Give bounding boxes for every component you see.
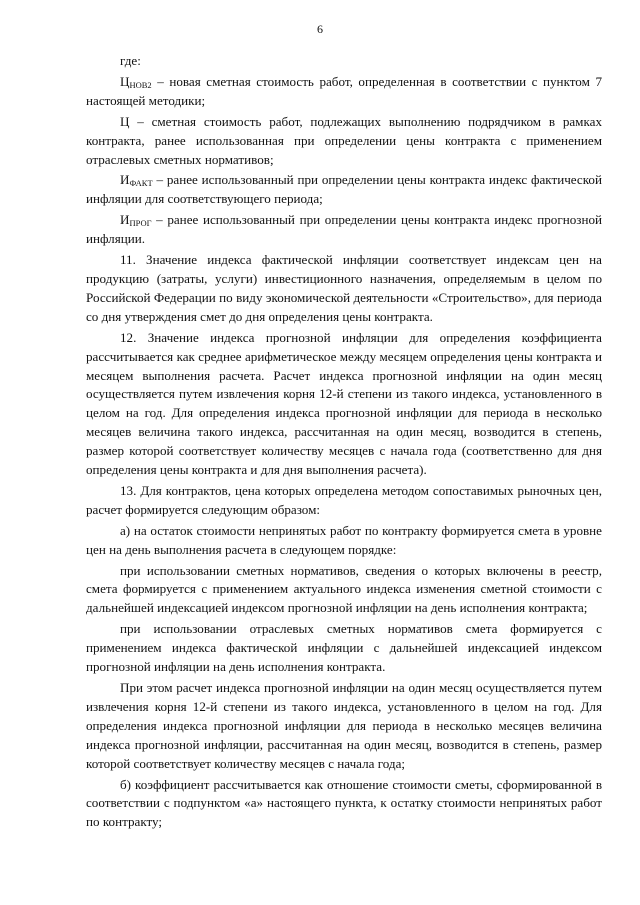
symbol-subscript: ФАКТ — [129, 178, 153, 189]
definition-index-forecast — [86, 211, 602, 249]
definition-text: – новая сметная стоимость работ, определенная в соответствии с пунктом 7 настоящей методики; — [86, 73, 602, 108]
symbol-subscript: НОВ2 — [129, 79, 152, 90]
symbol-subscript: ПРОГ — [129, 218, 152, 229]
paragraph-13a-calculation: При этом расчет индекса прогнозной инфляции на один месяц осуществляется путем извлечения корня 12-й степени из такого индекса, установленного в целом на год. Для определения индекса прогнозной инфляции для периода в несколько месяцев величина индекса прогнозной инфляции, рассчитанная на один месяц, возводится в степень, размер которой соответствует количеству месяцев с начала года; — [86, 680, 602, 771]
where-label: где: — [120, 53, 141, 68]
page-number: 6 — [317, 22, 323, 36]
definition-price-estimate: Ц – сметная стоимость работ, подлежащих выполнению подрядчиком в рамках контракта, ранее использованная при определении цены контракта с применением отраслевых сметных нормативов; — [86, 113, 602, 167]
paragraph-13: 13. Для контрактов, цена которых определена методом сопоставимых рыночных цен, расчет формируется следующим образом: — [86, 482, 602, 517]
symbol: Ц — [120, 73, 130, 89]
paragraph-13a-industry: при использовании отраслевых сметных нормативов смета формируется с применением индекса фактической инфляции с дальнейшей индексацией индексом прогнозной инфляции на день исполнения контракта. — [86, 621, 602, 675]
definition-price-new — [86, 73, 602, 111]
definition-text: – ранее использованный при определении цены контракта индекс фактической инфляции для соответствующего периода; — [86, 172, 602, 207]
paragraph-13a: а) на остаток стоимости непринятых работ по контракту формируется смета в уровне цен на день выполнения расчета в следующем порядке: — [86, 522, 602, 557]
paragraph-12: 12. Значение индекса прогнозной инфляции для определения коэффициента рассчитывается как среднее арифметическое между месяцем определения цены контракта и месяцем выполнения расчета. Расчет индекса прогнозной инфляции на один месяц осуществляется путем извлечения корня 12-й степени из такого индекса, установленного в целом на год. Для определения индекса прогнозной инфляции для периода в несколько месяцев величина такого индекса, рассчитанная на один месяц, возводится в степень, размер которой соответствует количеству месяцев с начала года (соответственно для дня определения цены контракта и для дня выполнения расчета). — [86, 329, 602, 478]
definition-text: – ранее использованный при определении цены контракта индекс прогнозной инфляции. — [86, 212, 602, 247]
symbol: И — [120, 212, 130, 228]
definition-index-fact — [86, 171, 602, 209]
paragraph-13a-registry: при использовании сметных нормативов, сведения о которых включены в реестр, смета формируется с применением актуального индекса изменения сметной стоимости с дальнейшей индексацией индексом прогнозной инфляции на день исполнения контракта; — [86, 562, 602, 616]
symbol: И — [120, 172, 130, 188]
paragraph-11: 11. Значение индекса фактической инфляции соответствует индексам цен на продукцию (затраты, услуги) инвестиционного назначения, определяемым в целом по Российской Федерации по виду экономической деятельности «Строительство», для периода со дня утверждения смет до дня определения цены контракта. — [86, 252, 602, 324]
document-body — [86, 52, 602, 832]
paragraph-13b: б) коэффициент рассчитывается как отношение стоимости сметы, сформированной в соответствии с подпунктом «а» настоящего пункта, к остатку стоимости непринятых работ по контракту; — [86, 776, 602, 830]
